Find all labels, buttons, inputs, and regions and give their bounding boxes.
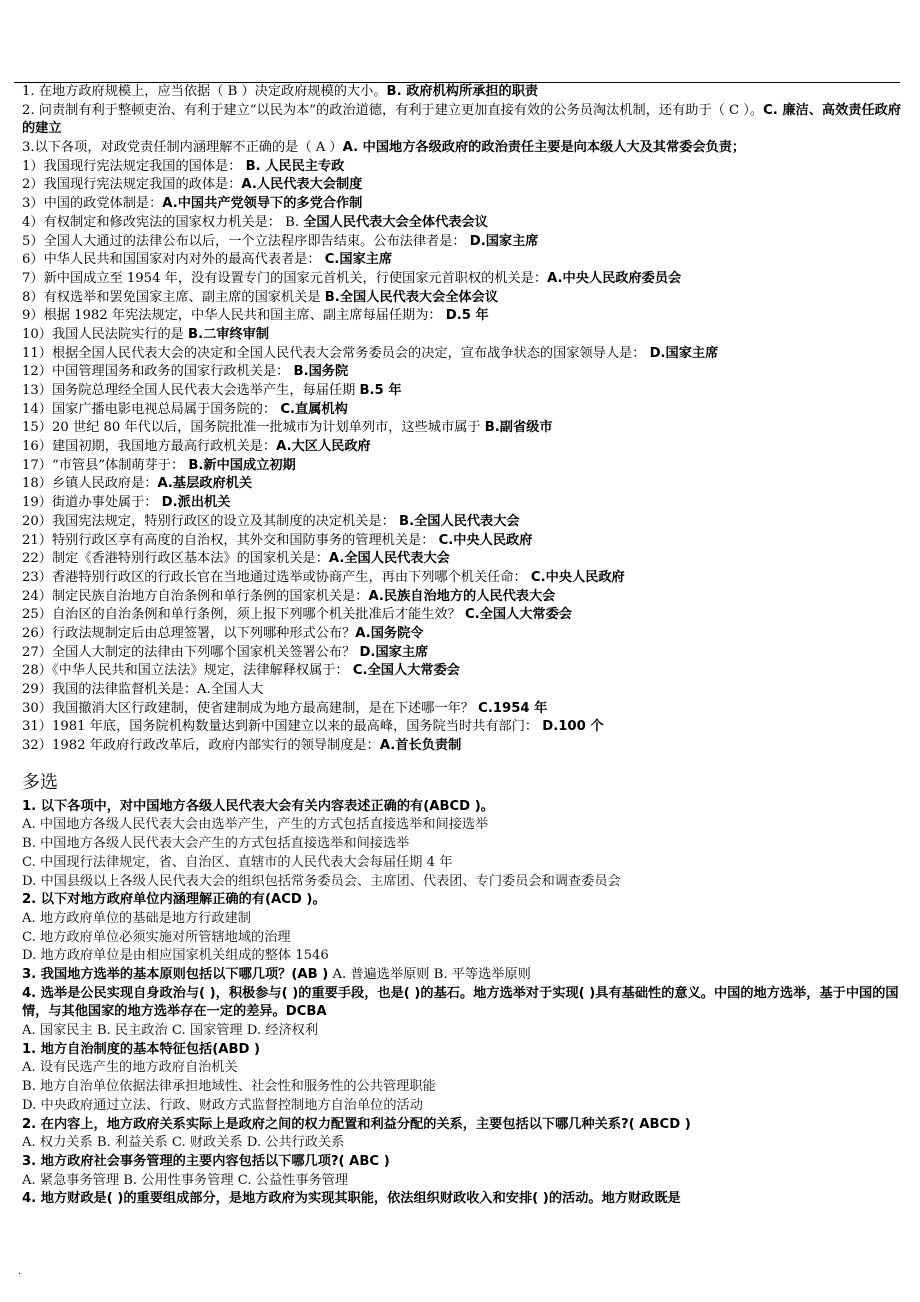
question-text: 30）我国撤消大区行政建制，使省建制成为地方最高建制，是在下述哪一年？ xyxy=(22,700,479,716)
question-text: 26）行政法规制定后由总理签署，以下列哪种形式公布？ xyxy=(22,625,356,641)
question-text: 8）有权选举和罢免国家主席、副主席的国家机关是 xyxy=(22,289,325,305)
answer-text: B.全国人民代表大会 xyxy=(399,513,520,529)
question-text: 23）香港特别行政区的行政长官在当地通过选举或协商产生，再由下列哪个机关任命： xyxy=(22,569,531,585)
question-text: 9）根据 1982 年宪法规定，中华人民共和国主席、副主席每届任期为： xyxy=(22,308,446,324)
question-text: 3.以下各项，对政党责任制内涵理解不正确的是（ A ） xyxy=(22,140,343,156)
answer-text: C.国家主席 xyxy=(324,252,393,268)
option-line: B. 地方自治单位依据法律承担地域性、社会性和服务性的公共管理职能 xyxy=(22,1079,436,1095)
answer-text: C.1954 年 xyxy=(478,700,548,716)
answer-text: D.100 个 xyxy=(542,719,604,735)
answer-text: A.首长负责制 xyxy=(379,738,462,754)
question-text: 19）街道办事处属于： xyxy=(22,495,162,511)
answer-text: C.中央人民政府 xyxy=(438,532,533,548)
question-text: 2. 问责制有利于整顿吏治、有利于建立“以民为本”的政治道德，有利于建立更加直接有效的公务员淘汰机制，还有助于（ C ）。 xyxy=(22,102,764,118)
question-text: 11）根据全国人民代表大会的决定和全国人民代表大会常务委员会的决定，宣布战争状态的国家领导人是： xyxy=(22,345,650,361)
question-line xyxy=(22,700,902,719)
question-line xyxy=(22,438,902,457)
answer-text: A.全国人民代表大会 xyxy=(328,551,450,567)
question-line xyxy=(22,326,902,345)
question-line xyxy=(22,307,902,326)
answer-text: B.全国人民代表大会全体会议 xyxy=(324,289,499,305)
question-text: 3）中国的政党体制是： xyxy=(22,196,163,212)
option-line: A. 紧急事务管理 B. 公用性事务管理 C. 公益性事务管理 xyxy=(22,1172,349,1188)
top-question-block xyxy=(22,83,902,158)
question-text: 6）中华人民共和国国家对内对外的最高代表者是： xyxy=(22,252,325,268)
option-line: A. 地方政府单位的基础是地方行政建制 xyxy=(22,910,251,926)
answer-text: D.5 年 xyxy=(445,308,489,324)
question-line xyxy=(22,382,902,401)
question-line xyxy=(22,195,902,214)
multi-choice-list xyxy=(22,798,902,966)
question-text: 4）有权制定和修改宪法的国家权力机关是： B. xyxy=(22,214,304,230)
option-line: A. 中国地方各级人民代表大会由选举产生，产生的方式包括直接选举和间接选举 xyxy=(22,817,489,833)
question-line xyxy=(22,345,902,364)
option-line: D. 中央政府通过立法、行政、财政方式监督控制地方自治单位的活动 xyxy=(22,1097,423,1113)
question-line xyxy=(22,214,902,233)
question-line xyxy=(22,494,902,513)
question-line xyxy=(22,625,902,644)
option-line: D. 中国县级以上各级人民代表大会的组织包括常务委员会、主席团、代表团、专门委员会和调查委员会 xyxy=(22,873,621,889)
question-line xyxy=(22,644,902,663)
question-line xyxy=(22,457,902,476)
question-text: 12）中国管理国务和政务的国家行政机关是： xyxy=(22,364,294,380)
question-text: 17）“市管县”体制萌芽于： xyxy=(22,457,189,473)
question-line xyxy=(22,662,902,681)
answer-text: A.民族自治地方的人民代表大会 xyxy=(368,588,556,604)
question-line xyxy=(22,588,902,607)
option-line: A. 权力关系 B. 利益关系 C. 财政关系 D. 公共行政关系 xyxy=(22,1135,345,1151)
answer-text: D.国家主席 xyxy=(469,233,539,249)
question-text: 14）国家广播电影电视总局属于国务院的： xyxy=(22,401,281,417)
answer-text: A.基层政府机关 xyxy=(157,476,253,492)
question-text: 15）20 世纪 80 年代以后，国务院批准一批城市为计划单列市，这些城市属于 xyxy=(22,420,485,436)
answer-text: B. 政府机构所承担的职责 xyxy=(386,84,539,99)
question-text: 5）全国人大通过的法律公布以后，一个立法程序即告结束。公布法律者是： xyxy=(22,233,470,249)
question-text: 20）我国宪法规定，特别行政区的设立及其制度的决定机关是： xyxy=(22,513,400,529)
answer-text: C.全国人大常委会 xyxy=(464,607,572,623)
question-line xyxy=(22,550,902,569)
section-heading: 多选 xyxy=(22,771,58,793)
answer-text: A.人民代表大会制度 xyxy=(241,177,363,193)
question-text: 32）1982 年政府行政改革后，政府内部实行的领导制度是： xyxy=(22,738,380,754)
question-line xyxy=(22,102,902,139)
question-line xyxy=(22,737,902,756)
question-text: 7）新中国成立至 1954 年，没有设置专门的国家元首机关，行使国家元首职权的机关是： xyxy=(22,270,548,286)
question-line xyxy=(22,569,902,588)
question-text: 24）制定民族自治地方自治条例和单行条例的国家机关是： xyxy=(22,588,369,604)
question-line: 2. 以下对地方政府单位内涵理解正确的有(ACD )。 xyxy=(22,892,326,908)
answer-text: A.中央人民政府委员会 xyxy=(547,270,682,286)
answer-text: A.中国共产党领导下的多党合作制 xyxy=(162,196,363,212)
question-line xyxy=(22,270,902,289)
footer-mark: . xyxy=(18,1266,22,1277)
question-paragraph: 4. 选举是公民实现自身政治与( )，积极参与( )的重要手段，也是( )的基石。地方选举对于实现( )具有基础性的意义。中国的地方选举，基于中国的国情，与其他国家的地方选举存在一定的差异。DCBA xyxy=(22,985,899,1020)
question-text: 18）乡镇人民政府是： xyxy=(22,476,158,492)
document-body xyxy=(22,83,902,1209)
question-text: 16）建国初期，我国地方最高行政机关是： xyxy=(22,439,277,455)
question-line xyxy=(22,363,902,382)
question-line xyxy=(22,475,902,494)
answer-text: D.国家主席 xyxy=(649,345,719,361)
multi-choice-list xyxy=(22,1022,902,1209)
question-text: 27）全国人大制定的法律由下列哪个国家机关签署公布？ xyxy=(22,644,360,660)
answer-text: B.5 年 xyxy=(359,383,402,399)
question-line xyxy=(22,966,902,985)
question-line: 2. 在内容上，地方政府关系实际上是政府之间的权力配置和利益分配的关系，主要包括以下哪几种关系?( ABCD ) xyxy=(22,1116,691,1132)
answer-text: B.国务院 xyxy=(293,364,349,380)
question-line xyxy=(22,83,902,102)
answer-text: C.直属机构 xyxy=(280,401,348,417)
answer-text: A.大区人民政府 xyxy=(276,439,371,455)
question-line xyxy=(22,233,902,252)
question-line xyxy=(22,718,902,737)
answer-text: D.派出机关 xyxy=(161,495,231,511)
answer-text: C.中央人民政府 xyxy=(530,569,625,585)
answer-text: 全国人民代表大会全体代表会议 xyxy=(303,214,488,230)
option-line: A. 设有民选产生的地方政府自治机关 xyxy=(22,1060,238,1076)
option-line: B. 中国地方各级人民代表大会产生的方式包括直接选举和间接选举 xyxy=(22,836,410,852)
question-line: 4. 地方财政是( )的重要组成部分，是地方政府为实现其职能，依法组织财政收入和安排( )的活动。地方财政既是 xyxy=(22,1191,681,1207)
answer-text: C. 廉洁、高效责任政府的建立 xyxy=(22,102,902,137)
answer-text: B.二审终审制 xyxy=(188,326,270,342)
option-line: C. 中国现行法律规定，省、自治区、直辖市的人民代表大会每届任期 4 年 xyxy=(22,854,453,870)
question-text: 1. 在地方政府规模上，应当依据（ B ）决定政府规模的大小。 xyxy=(22,84,387,99)
question-line xyxy=(22,606,902,625)
question-text: 10）我国人民法院实行的是 xyxy=(22,326,189,342)
question-line xyxy=(22,419,902,438)
question-line xyxy=(22,251,902,270)
question-line: 1. 地方自治制度的基本特征包括(ABD ) xyxy=(22,1041,261,1057)
question-text: 29）我国的法律监督机关是：A.全国人大 xyxy=(22,682,264,698)
question-text: 1）我国现行宪法规定我国的国体是： xyxy=(22,158,246,174)
option-line: D. 地方政府单位是由相应国家机关组成的整体 1546 xyxy=(22,948,329,964)
question-line: 1. 以下各项中，对中国地方各级人民代表大会有关内容表述正确的有(ABCD )。 xyxy=(22,798,494,814)
question-text: 28）《中华人民共和国立法法》规定，法律解释权属于： xyxy=(22,663,353,679)
question-line xyxy=(22,139,902,158)
answer-text: A. 中国地方各级政府的政治责任主要是向本级人大及其常委会负责； xyxy=(342,140,746,156)
question-text: 22）制定《香港特别行政区基本法》的国家机关是： xyxy=(22,551,329,567)
question-text: 3. 我国地方选举的基本原则包括以下哪几项？(AB ) xyxy=(22,966,329,982)
question-text: 2）我国现行宪法规定我国的政体是： xyxy=(22,177,242,193)
answer-text: D.国家主席 xyxy=(359,644,429,660)
answer-text: B.副省级市 xyxy=(484,420,553,436)
question-line xyxy=(22,401,902,420)
question-line xyxy=(22,176,902,195)
answer-text: B. 人民民主专政 xyxy=(245,158,345,174)
question-line xyxy=(22,158,902,177)
question-text: 25）自治区的自治条例和单行条例，须上报下列哪个机关批准后才能生效？ xyxy=(22,607,465,623)
answer-text: B.新中国成立初期 xyxy=(188,457,296,473)
question-line xyxy=(22,513,902,532)
question-line: 3. 地方政府社会事务管理的主要内容包括以下哪几项?( ABC ) xyxy=(22,1153,390,1169)
option-line: A. 国家民主 B. 民主政治 C. 国家管理 D. 经济权利 xyxy=(22,1023,319,1039)
answer-text: C.全国人大常委会 xyxy=(352,663,460,679)
question-line xyxy=(22,289,902,308)
question-line xyxy=(22,532,902,551)
question-line xyxy=(22,681,902,700)
numbered-question-list xyxy=(22,158,902,756)
question-text: 13）国务院总理经全国人民代表大会选举产生，每届任期 xyxy=(22,383,360,399)
question-text: 21）特别行政区享有高度的自治权，其外交和国防事务的管理机关是： xyxy=(22,532,439,548)
options-text: A. 普遍选举原则 B. 平等选举原则 xyxy=(328,966,531,982)
answer-text: A.国务院令 xyxy=(355,625,424,641)
option-line: C. 地方政府单位必须实施对所管辖地域的治理 xyxy=(22,929,291,945)
question-text: 31）1981 年底，国务院机构数量达到新中国建立以来的最高峰，国务院当时共有部门： xyxy=(22,719,543,735)
